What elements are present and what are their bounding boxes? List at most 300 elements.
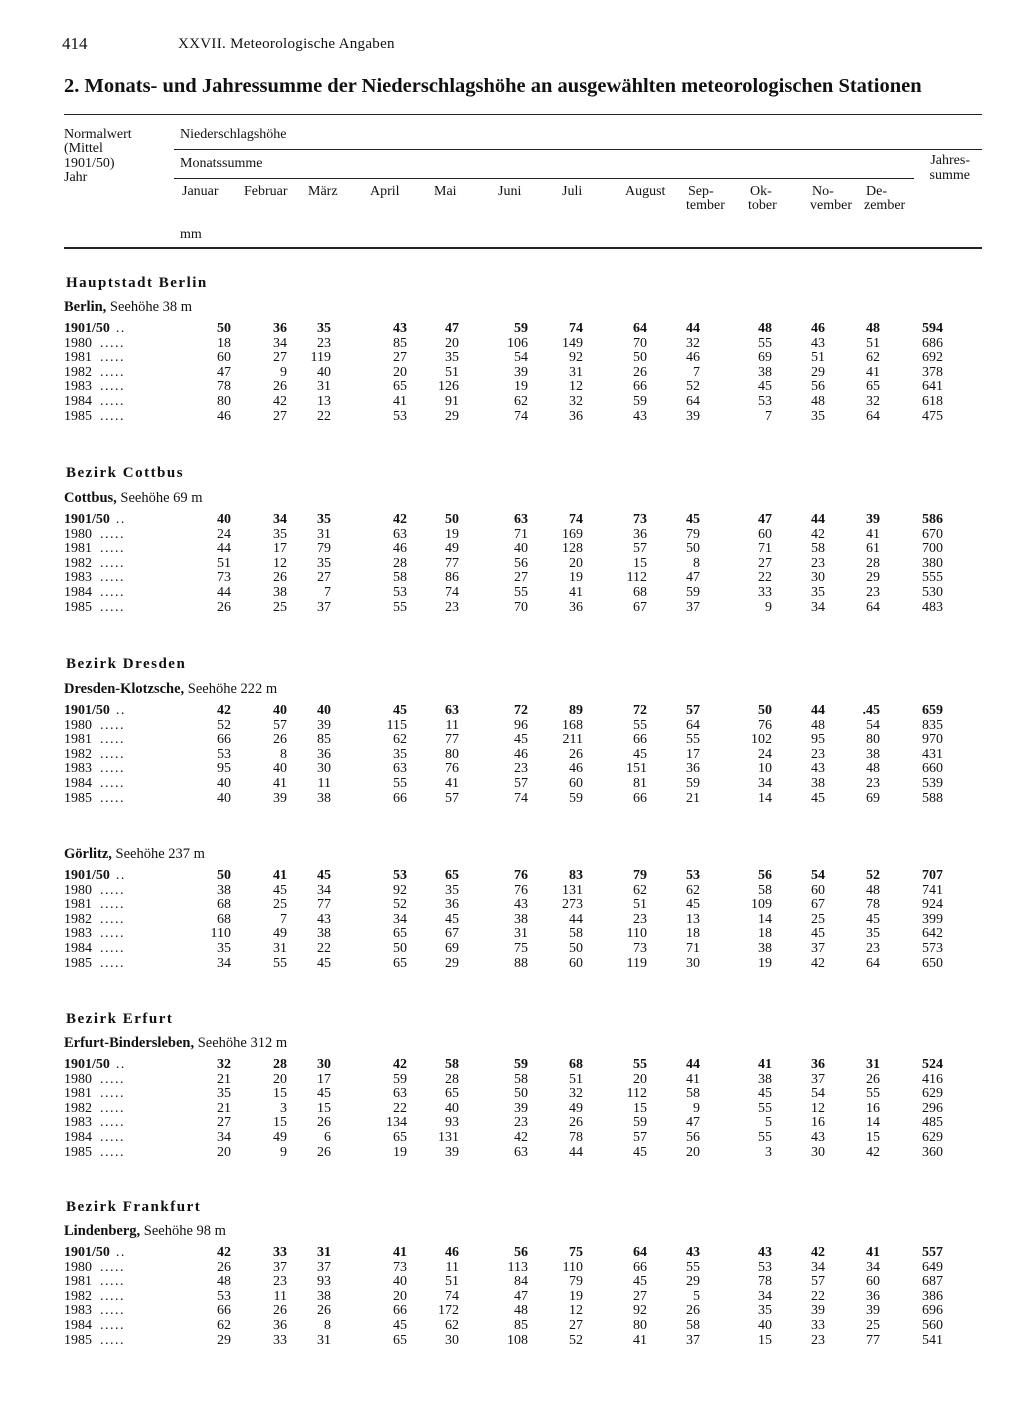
row-year: 1980 — [64, 1259, 92, 1275]
month-value-cell: 45 — [317, 1086, 331, 1102]
row-year-label — [64, 1058, 126, 1072]
month-value-cell: 50 — [514, 1086, 528, 1102]
station-heading — [64, 846, 205, 863]
month-value-cell: 53 — [217, 746, 231, 762]
month-value-cell: 31 — [569, 364, 583, 380]
region-heading: Bezirk Frankfurt — [66, 1199, 202, 1215]
month-value-cell: 41 — [866, 1245, 880, 1260]
month-value-cell: 57 — [633, 1130, 647, 1145]
month-value-cell: 78 — [217, 379, 231, 395]
month-value-cell: 48 — [811, 394, 825, 409]
month-value-cell: 50 — [758, 703, 772, 718]
month-value-cell: 80 — [445, 746, 459, 762]
table-row — [0, 601, 1024, 615]
month-value-cell: 68 — [633, 585, 647, 600]
month-value-cell: 13 — [317, 394, 331, 409]
month-value-cell: 30 — [317, 761, 331, 777]
month-value-cell: 17 — [273, 541, 287, 557]
month-value-cell: 66 — [633, 379, 647, 395]
month-value-cell: 53 — [758, 1259, 772, 1275]
row-year: 1901/50 — [64, 1245, 110, 1260]
month-value-cell: 59 — [633, 1115, 647, 1131]
month-value-cell: 45 — [445, 911, 459, 927]
row-year: 1983 — [64, 379, 92, 395]
row-leader-dots: ..... — [100, 1100, 125, 1116]
month-value-cell: 80 — [866, 732, 880, 748]
month-value-cell: 15 — [633, 555, 647, 571]
month-value-cell: 38 — [758, 941, 772, 956]
row-year-label — [64, 1146, 125, 1160]
month-value-cell: 45 — [633, 1144, 647, 1160]
month-value-cell: 16 — [811, 1115, 825, 1131]
row-leader-dots: ..... — [100, 1086, 125, 1102]
month-value-cell: 50 — [569, 941, 583, 956]
month-value-cell: 33 — [811, 1318, 825, 1333]
month-value-cell: 58 — [514, 1071, 528, 1087]
month-value-cell: 63 — [393, 1086, 407, 1102]
month-value-cell: 44 — [811, 703, 825, 718]
month-value-cell: 65 — [393, 1332, 407, 1348]
month-value-cell: 19 — [393, 1144, 407, 1160]
month-value-cell: 22 — [317, 941, 331, 956]
table-row — [0, 942, 1024, 956]
month-value-cell: 151 — [626, 761, 647, 777]
table-title: 2. Monats- und Jahressumme der Niederschlagshöhe an ausgewählten meteorologischen Stationen — [64, 75, 922, 97]
month-value-cell: 15 — [866, 1130, 880, 1145]
month-value-cell: 22 — [393, 1100, 407, 1116]
month-value-cell: 42 — [217, 1245, 231, 1260]
region-heading: Bezirk Erfurt — [66, 1011, 174, 1027]
station-name: Erfurt-Bindersleben, — [64, 1035, 195, 1051]
row-year: 1985 — [64, 408, 92, 424]
month-value-cell: 45 — [758, 1086, 772, 1102]
row-year: 1984 — [64, 585, 92, 600]
month-value-cell: 38 — [317, 926, 331, 942]
month-value-cell: 48 — [866, 321, 880, 336]
month-value-cell: 45 — [686, 512, 700, 527]
month-value-cell: 115 — [386, 717, 407, 733]
month-value-cell: 16 — [866, 1100, 880, 1116]
month-value-cell: 78 — [569, 1130, 583, 1145]
month-value-cell: 51 — [866, 335, 880, 351]
month-value-cell: 32 — [866, 394, 880, 409]
month-header: März — [308, 184, 338, 199]
annual-sum-label-2: summe — [929, 168, 970, 183]
month-value-cell: 40 — [217, 776, 231, 791]
month-value-cell: 63 — [445, 703, 459, 718]
month-value-cell: 7 — [765, 408, 772, 424]
month-value-cell: 12 — [811, 1100, 825, 1116]
row-leader-dots: ..... — [100, 776, 125, 791]
month-value-cell: 62 — [217, 1318, 231, 1333]
table-row — [0, 1319, 1024, 1333]
month-value-cell: 11 — [317, 776, 331, 791]
row-year-label — [64, 1087, 125, 1101]
row-year: 1981 — [64, 732, 92, 748]
month-value-cell: 51 — [445, 1274, 459, 1290]
month-value-cell: 48 — [217, 1274, 231, 1290]
month-value-cell: 20 — [393, 1288, 407, 1304]
table-row — [0, 1131, 1024, 1145]
annual-sum-cell: 741 — [922, 882, 943, 898]
table-row — [0, 410, 1024, 424]
month-value-cell: 55 — [758, 335, 772, 351]
month-header: Mai — [434, 184, 457, 199]
month-value-cell: 25 — [811, 911, 825, 927]
month-value-cell: 110 — [626, 926, 647, 942]
annual-sum-cell: 530 — [922, 585, 943, 600]
month-value-cell: 62 — [633, 882, 647, 898]
month-value-cell: 35 — [445, 350, 459, 366]
month-value-cell: 58 — [758, 882, 772, 898]
month-value-cell: 62 — [514, 394, 528, 409]
month-value-cell: 172 — [438, 1303, 459, 1319]
month-value-cell: 44 — [569, 911, 583, 927]
month-value-cell: 50 — [217, 868, 231, 883]
month-value-cell: 53 — [686, 868, 700, 883]
month-value-cell: 20 — [569, 555, 583, 571]
month-value-cell: 46 — [393, 541, 407, 557]
row-year-label — [64, 395, 125, 409]
month-value-cell: 58 — [686, 1086, 700, 1102]
month-value-cell: 55 — [514, 585, 528, 600]
station-heading — [64, 1035, 287, 1052]
month-value-cell: 29 — [686, 1274, 700, 1290]
month-value-cell: 64 — [686, 394, 700, 409]
month-value-cell: 39 — [866, 512, 880, 527]
month-value-cell: 32 — [569, 394, 583, 409]
row-year: 1985 — [64, 955, 92, 971]
month-value-cell: 92 — [633, 1303, 647, 1319]
table-row — [0, 898, 1024, 912]
month-value-cell: 3 — [765, 1144, 772, 1160]
group-header-label: Niederschlagshöhe — [180, 127, 287, 142]
month-header: Januar — [182, 184, 219, 199]
month-value-cell: 168 — [562, 717, 583, 733]
month-value-cell: 23 — [273, 1274, 287, 1290]
annual-sum-cell: 380 — [922, 555, 943, 571]
month-value-cell: 50 — [393, 941, 407, 956]
row-year: 1982 — [64, 1100, 92, 1116]
month-value-cell: 39 — [811, 1303, 825, 1319]
table-row-normal — [0, 704, 1024, 718]
month-value-cell: 89 — [569, 703, 583, 718]
month-value-cell: 40 — [317, 364, 331, 380]
month-value-cell: 60 — [569, 955, 583, 971]
row-year-label — [64, 927, 125, 941]
table-row — [0, 366, 1024, 380]
month-value-cell: 59 — [514, 1057, 528, 1072]
month-value-cell: 43 — [811, 1130, 825, 1145]
month-value-cell: 119 — [626, 955, 647, 971]
row-year-label — [64, 337, 125, 351]
month-value-cell: 54 — [811, 868, 825, 883]
row-leader-dots: .. — [115, 512, 126, 527]
month-value-cell: 23 — [811, 555, 825, 571]
month-value-cell: 19 — [569, 570, 583, 586]
month-value-cell: 8 — [693, 555, 700, 571]
table-row — [0, 719, 1024, 733]
month-value-cell: 71 — [758, 541, 772, 557]
month-value-cell: 76 — [445, 761, 459, 777]
row-year: 1982 — [64, 911, 92, 927]
month-value-cell: 41 — [686, 1071, 700, 1087]
month-value-cell: 26 — [317, 1115, 331, 1131]
month-value-cell: 45 — [633, 1274, 647, 1290]
month-value-cell: 41 — [273, 868, 287, 883]
month-value-cell: 23 — [514, 1115, 528, 1131]
month-header-line2: vember — [810, 198, 852, 213]
month-value-cell: 35 — [317, 321, 331, 336]
month-value-cell: 26 — [317, 1144, 331, 1160]
row-leader-dots: ..... — [100, 585, 125, 600]
month-value-cell: 68 — [217, 911, 231, 927]
month-value-cell: 47 — [217, 364, 231, 380]
month-value-cell: 34 — [758, 776, 772, 791]
station-elevation: Seehöhe 69 m — [120, 490, 203, 506]
month-value-cell: 273 — [562, 897, 583, 913]
row-leader-dots: .. — [115, 1245, 126, 1260]
annual-sum-cell: 475 — [922, 408, 943, 424]
row-year: 1980 — [64, 717, 92, 733]
table-row — [0, 1275, 1024, 1289]
annual-sum-cell: 416 — [922, 1071, 943, 1087]
month-value-cell: 17 — [686, 746, 700, 762]
month-value-cell: 9 — [280, 1144, 287, 1160]
stub-label-4: Jahr — [64, 170, 88, 185]
row-leader-dots: ..... — [100, 541, 125, 557]
annual-sum-cell: 588 — [922, 790, 943, 806]
month-value-cell: 41 — [393, 394, 407, 409]
month-value-cell: 65 — [393, 955, 407, 971]
row-year: 1901/50 — [64, 868, 110, 883]
month-value-cell: 47 — [686, 570, 700, 586]
month-value-cell: 31 — [514, 926, 528, 942]
row-year-label — [64, 1246, 126, 1260]
month-value-cell: 63 — [393, 526, 407, 542]
month-value-cell: 50 — [633, 350, 647, 366]
station-name: Berlin, — [64, 299, 107, 315]
month-value-cell: 37 — [686, 599, 700, 615]
month-value-cell: 37 — [317, 599, 331, 615]
month-value-cell: 58 — [569, 926, 583, 942]
row-year: 1983 — [64, 1115, 92, 1131]
month-value-cell: 22 — [758, 570, 772, 586]
annual-sum-cell: 687 — [922, 1274, 943, 1290]
month-value-cell: 86 — [445, 570, 459, 586]
row-year: 1984 — [64, 394, 92, 409]
month-value-cell: 26 — [273, 732, 287, 748]
month-value-cell: 22 — [811, 1288, 825, 1304]
annual-sum-cell: 692 — [922, 350, 943, 366]
month-value-cell: 52 — [393, 897, 407, 913]
month-value-cell: 67 — [633, 599, 647, 615]
month-value-cell: 80 — [217, 394, 231, 409]
header-top-rule — [64, 114, 982, 115]
row-year-label — [64, 1275, 125, 1289]
row-year: 1980 — [64, 335, 92, 351]
month-value-cell: 23 — [514, 761, 528, 777]
month-value-cell: 55 — [686, 1259, 700, 1275]
month-value-cell: 63 — [514, 512, 528, 527]
row-leader-dots: .. — [115, 868, 126, 883]
month-value-cell: 36 — [445, 897, 459, 913]
row-year: 1984 — [64, 776, 92, 791]
month-value-cell: 40 — [217, 512, 231, 527]
month-value-cell: 23 — [866, 585, 880, 600]
month-value-cell: 29 — [811, 364, 825, 380]
month-value-cell: 80 — [633, 1318, 647, 1333]
month-value-cell: 43 — [686, 1245, 700, 1260]
month-value-cell: 64 — [866, 955, 880, 971]
month-value-cell: 72 — [514, 703, 528, 718]
row-leader-dots: ..... — [100, 761, 125, 777]
annual-sum-cell: 686 — [922, 335, 943, 351]
month-value-cell: 20 — [273, 1071, 287, 1087]
annual-sum-cell: 594 — [922, 321, 943, 336]
month-value-cell: 35 — [393, 746, 407, 762]
month-value-cell: 26 — [317, 1303, 331, 1319]
row-leader-dots: ..... — [100, 1303, 125, 1319]
month-value-cell: 64 — [633, 1245, 647, 1260]
month-value-cell: 11 — [273, 1288, 287, 1304]
month-value-cell: 32 — [686, 335, 700, 351]
annual-sum-cell: 618 — [922, 394, 943, 409]
table-row-normal — [0, 1246, 1024, 1260]
month-value-cell: 26 — [569, 1115, 583, 1131]
annual-sum-cell: 555 — [922, 570, 943, 586]
month-value-cell: 59 — [686, 585, 700, 600]
month-value-cell: 15 — [758, 1332, 772, 1348]
month-value-cell: 54 — [811, 1086, 825, 1102]
row-leader-dots: ..... — [100, 570, 125, 586]
month-value-cell: 48 — [758, 321, 772, 336]
row-year: 1982 — [64, 364, 92, 380]
month-value-cell: 84 — [514, 1274, 528, 1290]
month-value-cell: 109 — [751, 897, 772, 913]
month-value-cell: 92 — [569, 350, 583, 366]
month-value-cell: 60 — [866, 1274, 880, 1290]
month-value-cell: 45 — [317, 955, 331, 971]
month-value-cell: 65 — [393, 1130, 407, 1145]
month-value-cell: 42 — [811, 1245, 825, 1260]
station-heading — [64, 490, 203, 507]
table-row — [0, 1102, 1024, 1116]
month-value-cell: 74 — [569, 321, 583, 336]
annual-sum-cell: 924 — [922, 897, 943, 913]
month-value-cell: 45 — [686, 897, 700, 913]
month-value-cell: 20 — [633, 1071, 647, 1087]
month-value-cell: 26 — [273, 570, 287, 586]
month-value-cell: 43 — [317, 911, 331, 927]
month-value-cell: 73 — [633, 941, 647, 956]
row-year-label — [64, 884, 125, 898]
month-value-cell: 39 — [514, 364, 528, 380]
month-value-cell: 35 — [811, 585, 825, 600]
table-row — [0, 1261, 1024, 1275]
row-year: 1984 — [64, 1318, 92, 1333]
month-value-cell: 76 — [514, 882, 528, 898]
month-value-cell: 41 — [273, 776, 287, 791]
month-value-cell: 23 — [811, 746, 825, 762]
month-value-cell: 40 — [514, 541, 528, 557]
month-value-cell: 96 — [514, 717, 528, 733]
month-value-cell: 59 — [393, 1071, 407, 1087]
row-year-label — [64, 913, 125, 927]
month-value-cell: 37 — [273, 1259, 287, 1275]
month-value-cell: 14 — [866, 1115, 880, 1131]
month-value-cell: 33 — [758, 585, 772, 600]
month-value-cell: 53 — [217, 1288, 231, 1304]
row-year: 1980 — [64, 1071, 92, 1087]
row-year: 1901/50 — [64, 321, 110, 336]
month-value-cell: 51 — [217, 555, 231, 571]
month-value-cell: 57 — [633, 541, 647, 557]
row-year-label — [64, 1073, 125, 1087]
annual-sum-cell: 629 — [922, 1130, 943, 1145]
month-value-cell: 31 — [273, 941, 287, 956]
station-name: Cottbus, — [64, 490, 117, 506]
month-value-cell: 59 — [569, 790, 583, 806]
month-value-cell: 57 — [811, 1274, 825, 1290]
month-value-cell: 60 — [217, 350, 231, 366]
month-value-cell: 134 — [386, 1115, 407, 1131]
month-value-cell: 36 — [811, 1057, 825, 1072]
month-value-cell: 31 — [317, 379, 331, 395]
annual-sum-cell: 386 — [922, 1288, 943, 1304]
row-year-label — [64, 528, 125, 542]
month-value-cell: 56 — [811, 379, 825, 395]
month-value-cell: 65 — [866, 379, 880, 395]
month-value-cell: 34 — [273, 512, 287, 527]
month-value-cell: 57 — [445, 790, 459, 806]
month-value-cell: 9 — [693, 1100, 700, 1116]
table-row — [0, 1146, 1024, 1160]
month-value-cell: 37 — [811, 941, 825, 956]
month-value-cell: 23 — [633, 911, 647, 927]
month-value-cell: 93 — [317, 1274, 331, 1290]
month-value-cell: 73 — [217, 570, 231, 586]
table-row — [0, 1073, 1024, 1087]
table-row — [0, 571, 1024, 585]
month-value-cell: 45 — [811, 790, 825, 806]
month-value-cell: 42 — [273, 394, 287, 409]
row-year-label — [64, 366, 125, 380]
row-year: 1980 — [64, 882, 92, 898]
month-value-cell: 45 — [393, 703, 407, 718]
month-value-cell: 38 — [758, 364, 772, 380]
month-value-cell: 43 — [811, 335, 825, 351]
region-heading: Bezirk Dresden — [66, 656, 187, 672]
row-leader-dots: ..... — [100, 335, 125, 351]
month-header-line2: tober — [748, 198, 777, 213]
month-value-cell: 19 — [514, 379, 528, 395]
row-year-label — [64, 513, 126, 527]
page-number: 414 — [62, 34, 88, 53]
month-value-cell: 88 — [514, 955, 528, 971]
table-row-normal — [0, 869, 1024, 883]
table-row — [0, 927, 1024, 941]
table-row — [0, 528, 1024, 542]
month-value-cell: 23 — [445, 599, 459, 615]
month-value-cell: 12 — [569, 1303, 583, 1319]
row-year-label — [64, 571, 125, 585]
month-value-cell: 12 — [569, 379, 583, 395]
row-leader-dots: ..... — [100, 599, 125, 615]
month-value-cell: 35 — [317, 512, 331, 527]
group-header-rule — [174, 149, 982, 150]
month-value-cell: 18 — [217, 335, 231, 351]
